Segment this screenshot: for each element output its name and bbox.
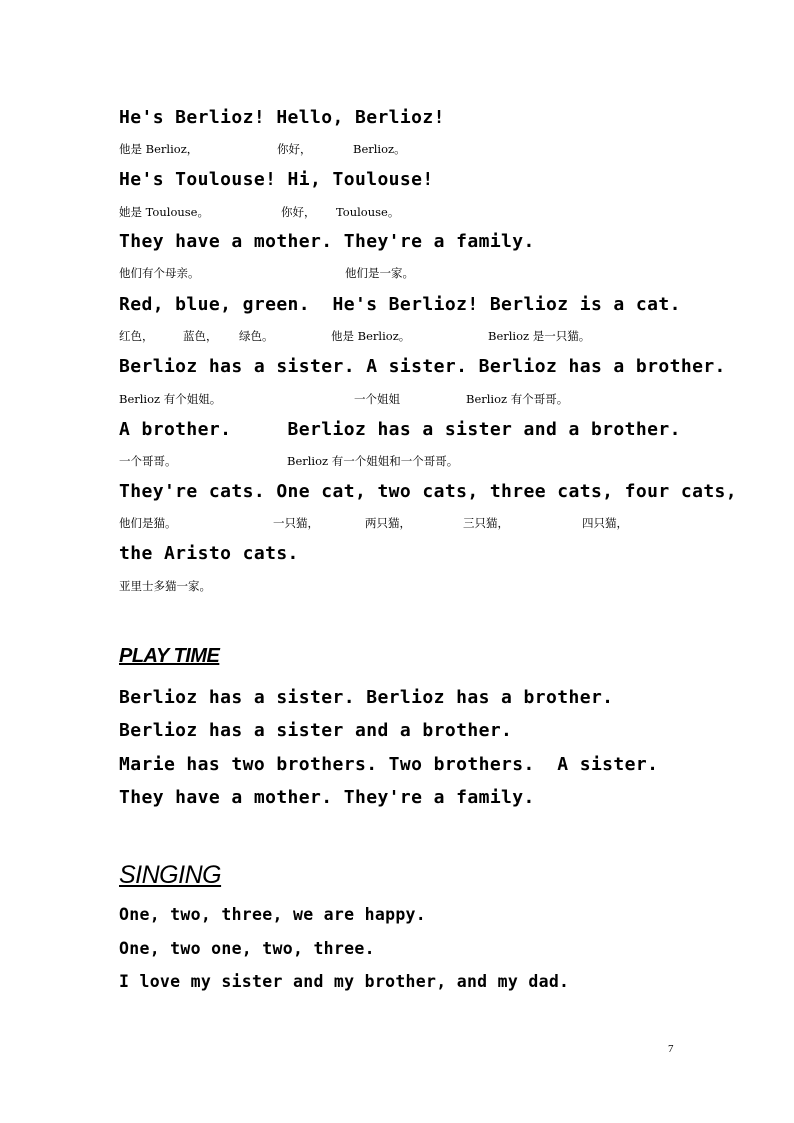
singing-line: One, two, three, we are happy. — [119, 905, 427, 924]
chinese-translation: 蓝色， — [183, 329, 218, 343]
play-time-line: They have a mother. They're a family. — [119, 787, 535, 808]
english-line: He's Berlioz! Hello, Berlioz! — [119, 107, 445, 128]
chinese-translation: Berlioz 是一只猫。 — [488, 329, 591, 343]
chinese-translation: 一个姐姐 — [354, 392, 400, 406]
chinese-translation: Berlioz 有一个姐姐和一个哥哥。 — [287, 454, 459, 468]
english-line: He's Toulouse! Hi, Toulouse! — [119, 169, 434, 190]
chinese-translation: 两只猫， — [365, 516, 411, 530]
play-time-line: Berlioz has a sister. Berlioz has a brother. — [119, 687, 614, 708]
chinese-translation: 他们是猫。 — [119, 516, 177, 530]
singing-line: One, two one, two, three. — [119, 939, 375, 958]
chinese-translation: 她是 Toulouse。 — [119, 205, 209, 219]
english-line: They're cats. One cat, two cats, three cats, four cats, — [119, 481, 738, 502]
chinese-translation: 他们有个母亲。 — [119, 266, 200, 280]
english-line: Red, blue, green. He's Berlioz! Berlioz is a cat. — [119, 294, 681, 315]
chinese-translation: 你好， — [277, 142, 312, 156]
chinese-translation: Berlioz 有个姐姐。 — [119, 392, 222, 406]
chinese-translation: 他是 Berlioz， — [119, 142, 199, 156]
chinese-translation: 一个哥哥。 — [119, 454, 177, 468]
english-line: A brother. Berlioz has a sister and a brother. — [119, 419, 681, 440]
chinese-translation: 亚里士多猫一家。 — [119, 579, 211, 593]
chinese-translation: 三只猫， — [463, 516, 509, 530]
chinese-translation: 你好， — [281, 205, 316, 219]
chinese-translation: Berlioz。 — [353, 142, 406, 156]
english-line: the Aristo cats. — [119, 543, 299, 564]
play-time-line: Berlioz has a sister and a brother. — [119, 720, 513, 741]
chinese-translation: 四只猫， — [582, 516, 628, 530]
page-number: 7 — [668, 1043, 674, 1055]
play-time-heading: PLAY TIME — [119, 645, 220, 667]
play-time-line: Marie has two brothers. Two brothers. A sister. — [119, 754, 659, 775]
singing-heading: SINGING — [119, 861, 222, 889]
english-line: They have a mother. They're a family. — [119, 231, 535, 252]
chinese-translation: 一只猫， — [273, 516, 319, 530]
singing-line: I love my sister and my brother, and my dad. — [119, 972, 570, 991]
chinese-translation: 他是 Berlioz。 — [331, 329, 411, 343]
chinese-translation: 红色， — [119, 329, 154, 343]
chinese-translation: Toulouse。 — [336, 205, 400, 219]
chinese-translation: 绿色。 — [239, 329, 274, 343]
chinese-translation: 他们是一家。 — [345, 266, 414, 280]
english-line: Berlioz has a sister. A sister. Berlioz has a brother. — [119, 356, 726, 377]
chinese-translation: Berlioz 有个哥哥。 — [466, 392, 569, 406]
